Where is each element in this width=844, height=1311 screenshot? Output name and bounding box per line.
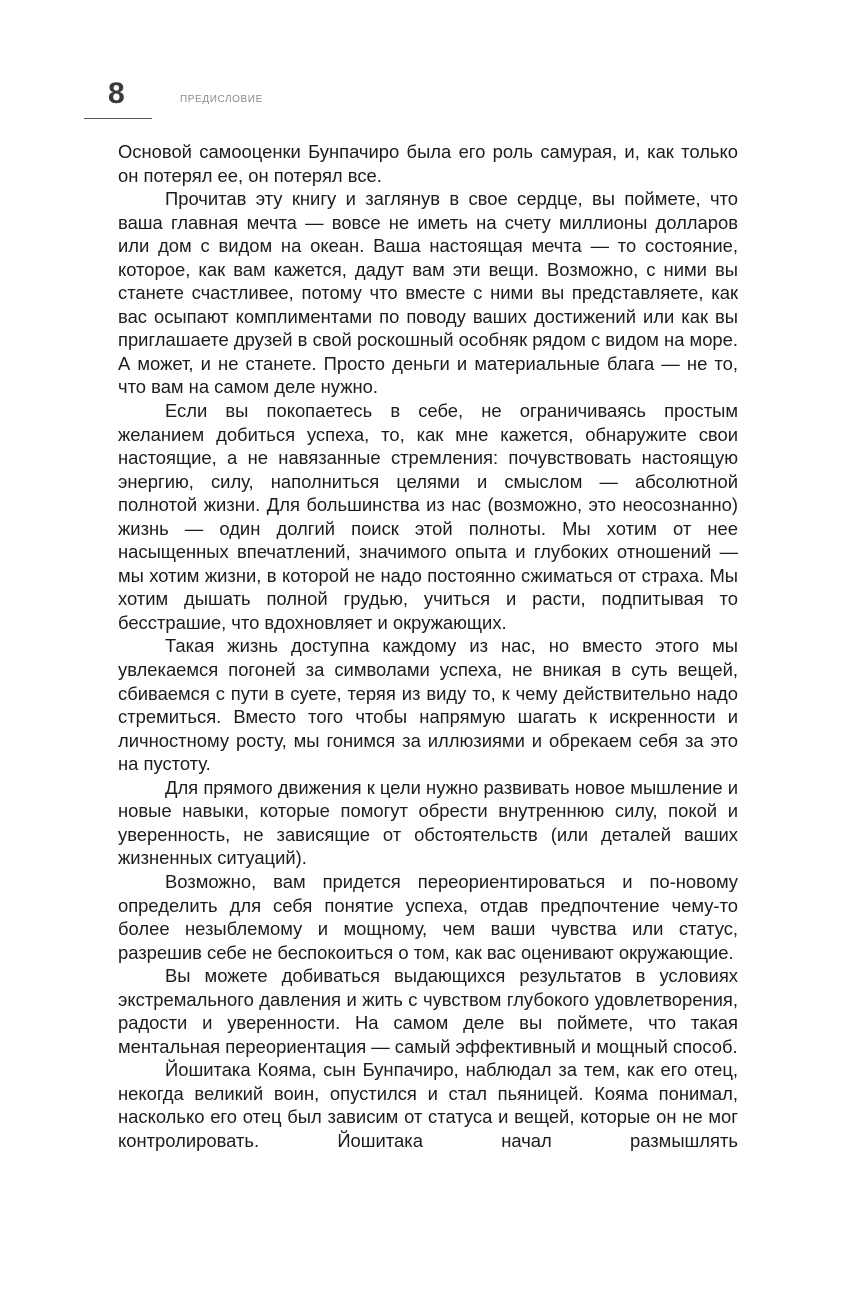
paragraph: Для прямого движения к цели нужно развивать новое мышление и новые навыки, которые помогут обрести внутреннюю силу, покой и уверенность, не зависящие от обстоятельств (или деталей ваших жизненных ситуаций). (118, 776, 738, 869)
paragraph: Вы можете добиваться выдающихся результатов в условиях экстремального давления и жить с чувством глубокого удовлетворения, радости и уверенности. На самом деле вы поймете, что такая ментальная переориентация — самый эффективный и мощный способ. (118, 965, 738, 1057)
running-head: ПРЕДИСЛОВИЕ (180, 94, 263, 105)
paragraph: Такая жизнь доступна каждому из нас, но вместо этого мы увлекаемся погоней за символами успеха, не вникая в суть вещей, сбиваемся с пути в суете, теряя из виду то, к чему действительно надо стремиться. Вместо того чтобы напрямую шагать к искренности и личностному росту, мы гонимся за иллюзиями и обрекаем себя за это на пустоту. (118, 635, 738, 775)
body-text (118, 140, 738, 1153)
paragraph: Прочитав эту книгу и заглянув в свое сердце, вы поймете, что ваша главная мечта — вовсе не иметь на счету миллионы долларов или дом с видом на океан. Ваша настоящая мечта — то состояние, которое, как вам кажется, дадут вам эти вещи. Возможно, с ними вы станете счастливее, потому что вместе с ними вы представляете, как вас осыпают комплиментами по поводу ваших достижений или как вы приглашаете друзей в свой роскошный особняк рядом с видом на море. А может, и не станете. Просто деньги и материальные блага — не то, что вам на самом деле нужно. (118, 188, 738, 398)
page-number: 8 (108, 77, 125, 110)
paragraph: Йошитака Кояма, сын Бунпачиро, наблюдал за тем, как его отец, некогда великий воин, опустился и стал пьяницей. Кояма понимал, насколько его отец был зависим от статуса и вещей, которые он не мог контролировать. Йошитака начал размышлять (118, 1059, 738, 1151)
header-rule (84, 118, 152, 119)
paragraph: Возможно, вам придется переориентироваться и по-новому определить для себя понятие успеха, отдав предпочтение чему-то более незыблемому и мощному, чем ваши чувства или статус, разрешив себе не беспокоиться о том, как вас оценивают окружающие. (118, 870, 738, 963)
paragraph: Если вы покопаетесь в себе, не ограничиваясь простым желанием добиться успеха, то, как мне кажется, обнаружите свои настоящие, а не навязанные стремления: почувствовать настоящую энергию, силу, наполниться целями и смыслом — абсолютной полнотой жизни. Для большинства из нас (возможно, это неосознанно) жизнь — один долгий поиск этой полноты. Мы хотим от нее насыщенных впечатлений, значимого опыта и глубоких отношений — мы хотим жизни, в которой не надо постоянно сжиматься от страха. Мы хотим дышать полной грудью, учиться и расти, подпитывая то бесстрашие, что вдохновляет и окружающих. (118, 400, 738, 633)
page-header (0, 0, 844, 130)
paragraph: Основой самооценки Бунпачиро была его роль самурая, и, как только он потерял ее, он потерял все. (118, 141, 738, 186)
